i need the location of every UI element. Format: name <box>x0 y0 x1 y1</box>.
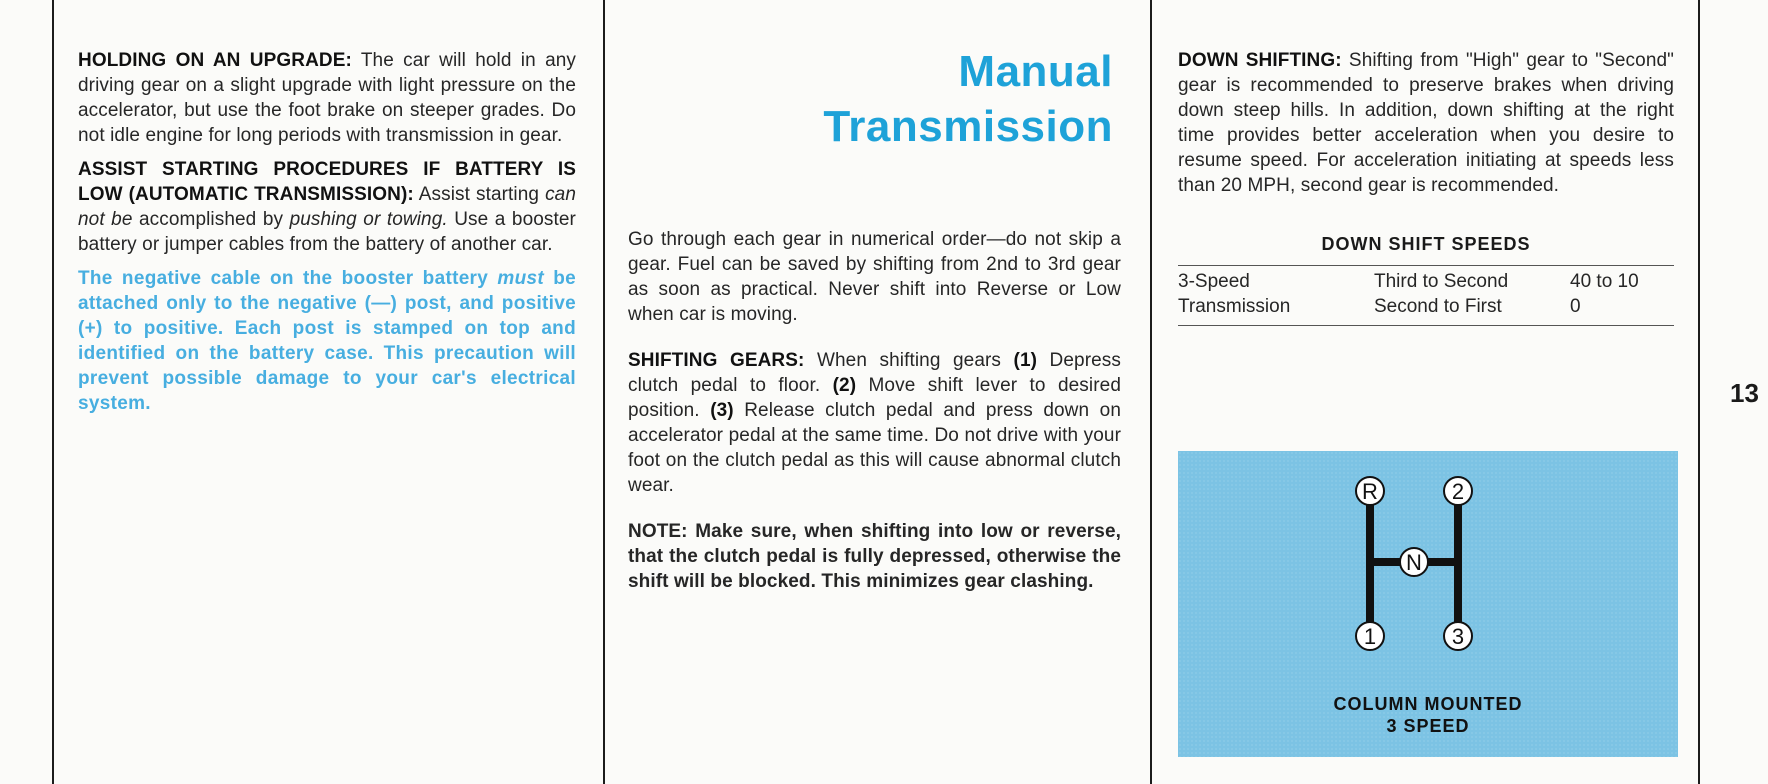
middle-column <box>628 0 1121 594</box>
warning-emphasis: must <box>497 268 544 289</box>
assist-emphasis-2: pushing or towing. <box>289 209 448 230</box>
left-column <box>78 48 576 416</box>
page-number: 13 <box>1730 378 1759 408</box>
down-shift-table <box>1178 265 1674 326</box>
table-cell-shift <box>1374 266 1570 326</box>
speed-row-1: 40 to 10 <box>1570 271 1639 292</box>
shifting-gears-heading: SHIFTING GEARS: <box>628 350 805 371</box>
gear-2-label: 2 <box>1451 479 1465 504</box>
gear-r-label: R <box>1362 479 1378 504</box>
step-3-marker: (3) <box>710 400 734 421</box>
shift-pattern-graphic <box>1178 451 1678 691</box>
diagram-caption <box>1178 693 1678 737</box>
step-2-marker: (2) <box>832 375 857 396</box>
assist-starting-heading: ASSIST STARTING PROCEDURES IF BATTERY IS LOW (AUTOMATIC TRANSMISSION): <box>78 159 576 205</box>
gear-1-label: 1 <box>1363 624 1377 649</box>
column-divider-left <box>52 0 54 784</box>
column-divider-middle <box>603 0 605 784</box>
upgrade-paragraph <box>78 48 576 148</box>
gear-3-label: 3 <box>1451 624 1465 649</box>
shift-text-1: When shifting gears <box>804 350 1014 371</box>
assist-text-2: accomplished by <box>132 209 290 230</box>
assist-text-1: Assist starting <box>413 184 546 205</box>
upgrade-text: The car will hold in any driving gear on a slight upgrade with light pressure on the accelerator, but use the foot brake on steeper grades. Do not idle engine for long periods with transmission in gear. <box>78 50 576 146</box>
shift-row-1: Third to Second <box>1374 271 1509 292</box>
assist-emphasis-1: can not be <box>78 184 576 230</box>
warning-text-2: be attached only to the negative (—) post, and positive (+) to positive. Each post is stamped on top and identified on the battery case. This precaution will prevent possible damage to your car's electrical system. <box>78 268 576 414</box>
right-column <box>1178 48 1674 326</box>
label-line-1: 3-Speed <box>1178 271 1250 292</box>
section-title <box>628 0 1121 154</box>
speed-row-2: 0 <box>1570 296 1581 317</box>
shift-text-3: Move shift lever to desired position. <box>628 375 1121 421</box>
clutch-note: NOTE: Make sure, when shifting into low or reverse, that the clutch pedal is fully depressed, otherwise the shift will be blocked. This minimizes gear clashing. <box>628 521 1121 592</box>
gear-n-label: N <box>1406 550 1422 575</box>
upgrade-heading: HOLDING ON AN UPGRADE: <box>78 50 352 71</box>
table-cell-label <box>1178 266 1374 326</box>
down-shifting-text: Shifting from "High" gear to "Second" gear is recommended to preserve brakes when driving down steep hills. In addition, down shifting at the right time provides better acceleration when you desire to resume speed. For acceleration initiating at speeds less than 20 MPH, second gear is recommended. <box>1178 50 1675 196</box>
shifting-gears-paragraph <box>628 348 1121 498</box>
down-shifting-heading: DOWN SHIFTING: <box>1178 50 1342 71</box>
caption-line-1: COLUMN MOUNTED <box>1333 694 1523 714</box>
shift-text-2: Depress clutch pedal to floor. <box>628 350 1122 396</box>
gear-order-paragraph: Go through each gear in numerical order—do not skip a gear. Fuel can be saved by shifting from 2nd to 3rd gear as soon as practical. Never shift into Reverse or Low when car is moving. <box>628 229 1121 325</box>
shift-pattern-diagram <box>1178 451 1678 757</box>
booster-warning <box>78 266 576 416</box>
table-cell-speed <box>1570 266 1674 326</box>
page-edge-divider <box>1698 0 1700 784</box>
warning-text-1: The negative cable on the booster battery <box>78 268 498 289</box>
assist-text-3: Use a booster battery or jumper cables from the battery of another car. <box>78 209 576 255</box>
assist-starting-paragraph <box>78 157 576 257</box>
title-line-2: Transmission <box>823 102 1113 151</box>
down-shifting-paragraph <box>1178 48 1674 198</box>
shift-text-4: Release clutch pedal and press down on accelerator pedal at the same time. Do not drive with your foot on the clutch pedal as this will cause abnormal clutch wear. <box>628 400 1122 496</box>
caption-line-2: 3 SPEED <box>1386 716 1470 736</box>
table-row <box>1178 266 1674 326</box>
title-line-1: Manual <box>958 47 1113 96</box>
column-divider-right <box>1150 0 1152 784</box>
label-line-2: Transmission <box>1178 296 1291 317</box>
down-shift-table-title: DOWN SHIFT SPEEDS <box>1321 234 1531 254</box>
shift-row-2: Second to First <box>1374 296 1502 317</box>
step-1-marker: (1) <box>1013 350 1038 371</box>
